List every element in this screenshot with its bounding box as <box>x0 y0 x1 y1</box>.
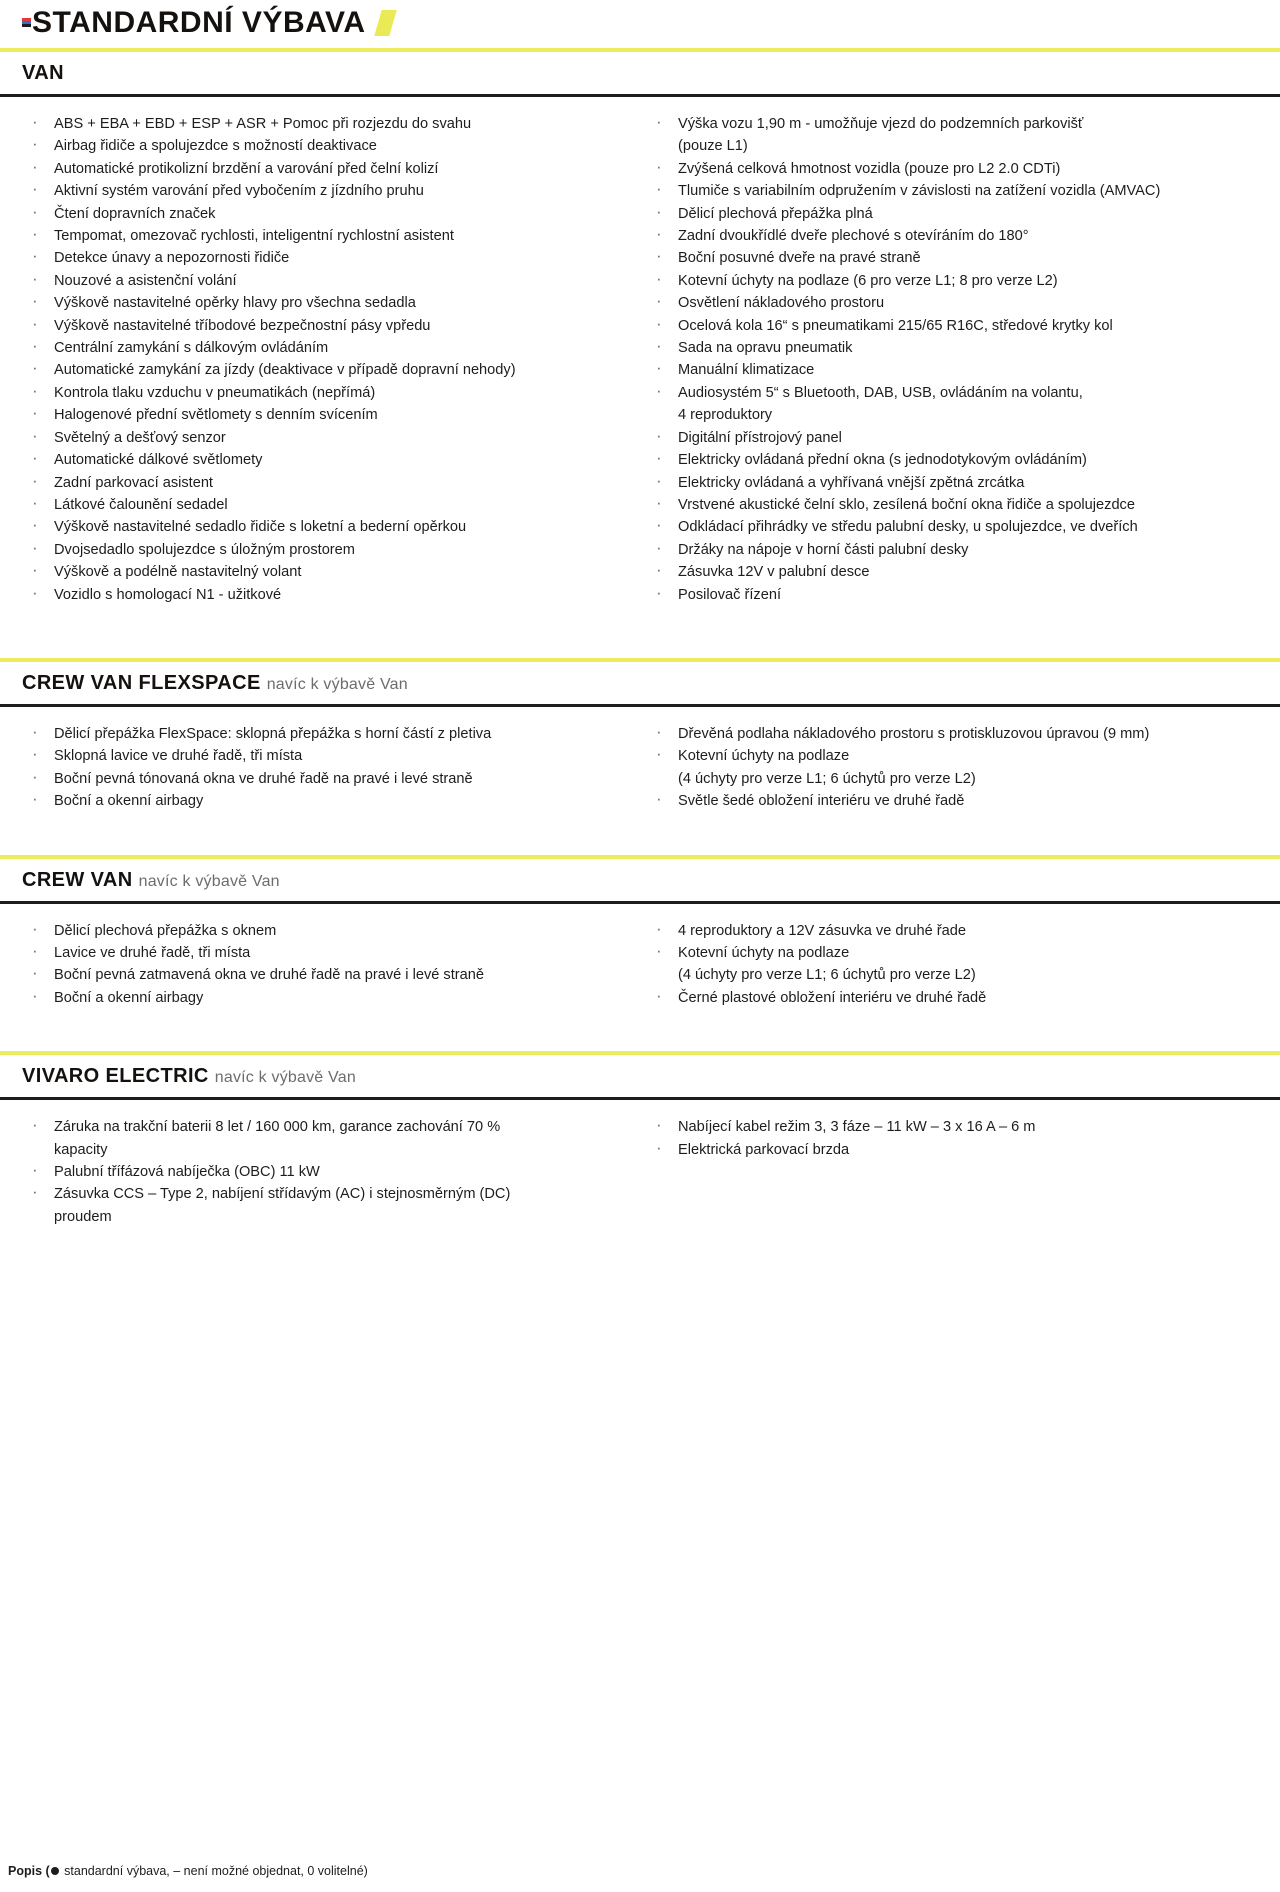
feature-item: · Zvýšená celková hmotnost vozidla (pouze pro L2 2.0 CDTi) <box>648 158 1268 180</box>
feature-item: · Kontrola tlaku vzduchu v pneumatikách (nepřímá) <box>24 382 628 404</box>
feature-list <box>648 920 1268 1010</box>
section-title: VAN <box>22 62 64 84</box>
section-title: VIVARO ELECTRIC <box>22 1065 209 1088</box>
feature-item: · Kotevní úchyty na podlaze (6 pro verze L1; 8 pro verze L2) <box>648 270 1268 292</box>
feature-item-continuation: (4 úchyty pro verze L1; 6 úchytů pro verze L2) <box>678 967 976 984</box>
feature-column-right <box>640 1116 1280 1228</box>
footer-prefix: Popis ( <box>8 1864 50 1878</box>
feature-column-left <box>0 920 640 1010</box>
feature-column-left <box>0 1116 640 1228</box>
footer-rest: standardní výbava, – není možné objednat, 0 volitelné) <box>60 1864 368 1878</box>
feature-item: · Dělicí plechová přepážka s oknem <box>24 920 628 942</box>
feature-item: · Výškově nastavitelné tříbodové bezpečnostní pásy vpředu <box>24 315 628 337</box>
feature-item: · Černé plastové obložení interiéru ve druhé řadě <box>648 987 1268 1009</box>
section-spacer <box>0 1027 1280 1051</box>
feature-item: · Světelný a dešťový senzor <box>24 427 628 449</box>
feature-column-right <box>640 113 1280 606</box>
section-header <box>0 662 1280 704</box>
slash-accent-icon <box>374 10 396 36</box>
feature-item: · Kotevní úchyty na podlaze <box>648 942 1268 964</box>
section-spacer <box>0 831 1280 855</box>
feature-item: · Automatické zamykání za jízdy (deaktivace v případě dopravní nehody) <box>24 359 628 381</box>
feature-item: · Lavice ve druhé řadě, tři místa <box>24 942 628 964</box>
feature-item: · Palubní třífázová nabíječka (OBC) 11 kW <box>24 1161 628 1183</box>
feature-item: · Elektricky ovládaná a vyhřívaná vnější zpětná zrcátka <box>648 472 1268 494</box>
feature-item: · Dělicí přepážka FlexSpace: sklopná přepážka s horní částí z pletiva <box>24 723 628 745</box>
feature-item: · Digitální přístrojový panel <box>648 427 1268 449</box>
feature-item: · Výškově a podélně nastavitelný volant <box>24 561 628 583</box>
feature-item: · Výška vozu 1,90 m - umožňuje vjezd do podzemních parkovišť <box>648 113 1268 135</box>
feature-item: · ABS + EBA + EBD + ESP + ASR + Pomoc při rozjezdu do svahu <box>24 113 628 135</box>
section-columns <box>0 1100 1280 1246</box>
feature-list <box>648 723 1268 813</box>
feature-item: · Manuální klimatizace <box>648 359 1268 381</box>
feature-item: · Boční posuvné dveře na pravé straně <box>648 247 1268 269</box>
page-header <box>0 0 1280 48</box>
feature-item: · Zadní parkovací asistent <box>24 472 628 494</box>
feature-item: · 4 reproduktory a 12V zásuvka ve druhé řade <box>648 920 1268 942</box>
feature-list <box>24 113 628 606</box>
feature-item: · Kotevní úchyty na podlaze <box>648 745 1268 767</box>
feature-item: · Halogenové přední světlomety s denním svícením <box>24 404 628 426</box>
section-title: CREW VAN <box>22 868 133 891</box>
section-columns <box>0 97 1280 624</box>
feature-item: · Zadní dvoukřídlé dveře plechové s otevíráním do 180° <box>648 225 1268 247</box>
brand-mark-icon <box>22 18 31 27</box>
section-van <box>0 52 1280 624</box>
feature-list <box>648 1116 1268 1161</box>
section-title: CREW VAN FLEXSPACE <box>22 671 261 694</box>
feature-item: · Výškově nastavitelné opěrky hlavy pro všechna sedadla <box>24 292 628 314</box>
section-subtitle: navíc k výbavě Van <box>266 675 408 693</box>
feature-item: · Nabíjecí kabel režim 3, 3 fáze – 11 kW – 3 x 16 A – 6 m <box>648 1116 1268 1138</box>
feature-item-continuation: (pouze L1) <box>678 138 748 155</box>
feature-column-right <box>640 723 1280 813</box>
feature-item: · Výškově nastavitelné sedadlo řidiče s loketní a bederní opěrkou <box>24 516 628 538</box>
feature-item: · Světle šedé obložení interiéru ve druhé řadě <box>648 790 1268 812</box>
section-header <box>0 859 1280 901</box>
feature-item-continuation: kapacity <box>54 1141 108 1158</box>
section-crew-van <box>0 859 1280 1028</box>
feature-item: · Dělicí plechová přepážka plná <box>648 203 1268 225</box>
feature-item: · Osvětlení nákladového prostoru <box>648 292 1268 314</box>
feature-item: · Automatické dálkové světlomety <box>24 449 628 471</box>
feature-item: · Ocelová kola 16“ s pneumatikami 215/65 R16C, středové krytky kol <box>648 315 1268 337</box>
feature-item: · Boční pevná zatmavená okna ve druhé řadě na pravé i levé straně <box>24 964 628 986</box>
feature-item: · Automatické protikolizní brzdění a varování před čelní kolizí <box>24 158 628 180</box>
section-crew-van-flexspace <box>0 662 1280 831</box>
feature-column-left <box>0 113 640 606</box>
feature-item: · Detekce únavy a nepozornosti řidiče <box>24 247 628 269</box>
feature-item: · Sklopná lavice ve druhé řadě, tři místa <box>24 745 628 767</box>
feature-item-continuation: (4 úchyty pro verze L1; 6 úchytů pro verze L2) <box>678 770 976 787</box>
feature-item: · Tlumiče s variabilním odpružením v závislosti na zatížení vozidla (AMVAC) <box>648 180 1268 202</box>
section-vivaro-electric <box>0 1055 1280 1246</box>
section-header <box>0 1055 1280 1097</box>
feature-list <box>648 113 1268 606</box>
section-subtitle: navíc k výbavě Van <box>138 872 280 890</box>
footer-legend <box>0 1864 1280 1892</box>
sections-container <box>0 52 1280 1246</box>
feature-item: · Zásuvka CCS – Type 2, nabíjení střídavým (AC) i stejnosměrným (DC) <box>24 1183 628 1205</box>
feature-item: · Držáky na nápoje v horní části palubní desky <box>648 539 1268 561</box>
section-columns <box>0 904 1280 1028</box>
feature-item: · Dvojsedadlo spolujezdce s úložným prostorem <box>24 539 628 561</box>
feature-item: · Aktivní systém varování před vybočením z jízdního pruhu <box>24 180 628 202</box>
section-columns <box>0 707 1280 831</box>
feature-item: · Audiosystém 5“ s Bluetooth, DAB, USB, ovládáním na volantu, <box>648 382 1268 404</box>
feature-column-right <box>640 920 1280 1010</box>
feature-list <box>24 723 628 813</box>
feature-item: · Boční pevná tónovaná okna ve druhé řadě na pravé i levé straně <box>24 768 628 790</box>
feature-item: · Dřevěná podlaha nákladového prostoru s protiskluzovou úpravou (9 mm) <box>648 723 1268 745</box>
page-title: STANDARDNÍ VÝBAVA <box>32 6 366 39</box>
feature-item: · Sada na opravu pneumatik <box>648 337 1268 359</box>
feature-column-left <box>0 723 640 813</box>
feature-item: · Elektrická parkovací brzda <box>648 1139 1268 1161</box>
section-spacer <box>0 624 1280 658</box>
section-header <box>0 52 1280 94</box>
feature-item: · Boční a okenní airbagy <box>24 987 628 1009</box>
feature-item: · Boční a okenní airbagy <box>24 790 628 812</box>
feature-item: · Záruka na trakční baterii 8 let / 160 000 km, garance zachování 70 % <box>24 1116 628 1138</box>
feature-item: · Odkládací přihrádky ve středu palubní desky, u spolujezdce, ve dveřích <box>648 516 1268 538</box>
feature-item: · Vrstvené akustické čelní sklo, zesílená boční okna řidiče a spolujezdce <box>648 494 1268 516</box>
feature-item-continuation: proudem <box>54 1208 112 1225</box>
feature-item: · Látkové čalounění sedadel <box>24 494 628 516</box>
feature-item: · Čtení dopravních značek <box>24 203 628 225</box>
feature-list <box>24 920 628 1010</box>
feature-item: · Tempomat, omezovač rychlosti, inteligentní rychlostní asistent <box>24 225 628 247</box>
feature-item: · Centrální zamykání s dálkovým ovládáním <box>24 337 628 359</box>
feature-item: · Posilovač řízení <box>648 584 1268 606</box>
feature-item-continuation: 4 reproduktory <box>678 407 773 424</box>
feature-item: · Airbag řidiče a spolujezdce s možností deaktivace <box>24 135 628 157</box>
feature-list <box>24 1116 628 1228</box>
feature-item: · Zásuvka 12V v palubní desce <box>648 561 1268 583</box>
feature-item: · Elektricky ovládaná přední okna (s jednodotykovým ovládáním) <box>648 449 1268 471</box>
feature-item: · Vozidlo s homologací N1 - užitkové <box>24 584 628 606</box>
feature-item: · Nouzové a asistenční volání <box>24 270 628 292</box>
section-subtitle: navíc k výbavě Van <box>214 1069 356 1087</box>
filled-circle-icon <box>51 1867 59 1875</box>
